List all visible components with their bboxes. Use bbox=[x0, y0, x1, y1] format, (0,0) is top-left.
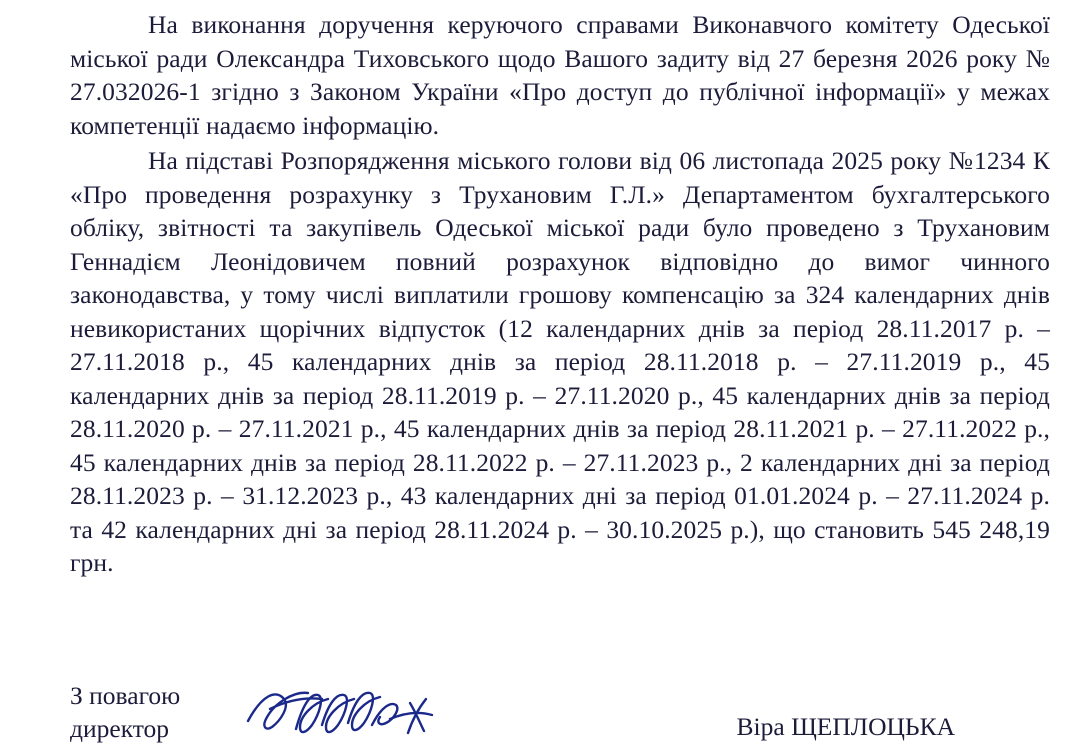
signer-name: Віра ЩЕПЛОЦЬКА bbox=[736, 712, 955, 741]
signature-closing bbox=[70, 679, 180, 745]
closing-line-1: З повагою bbox=[70, 681, 181, 710]
signature-block bbox=[70, 675, 1050, 745]
document-body bbox=[70, 8, 1050, 580]
closing-line-2: директор bbox=[70, 714, 170, 743]
signature-mark bbox=[240, 675, 470, 745]
paragraph-2: На підставі Розпорядження міського голови від 06 листопада 2025 року №1234 К «Про проведення розрахунку з Трухановим Г.Л.» Департаментом бухгалтерського обліку, звітності та закупівель Одеської міської ради було проведено з Трухановим Геннадієм Леонідовичем повний розрахунок відповідно до вимог чинного законодавства, у тому числі виплатили грошову компенсацію за 324 календарних днів невикористаних щорічних відпусток (12 календарних днів за період 28.11.2017 р. – 27.11.2018 р., 45 календарних днів за період 28.11.2018 р. – 27.11.2019 р., 45 календарних днів за період 28.11.2019 р. – 27.11.2020 р., 45 календарних днів за період 28.11.2020 р. – 27.11.2021 р., 45 календарних днів за період 28.11.2021 р. – 27.11.2022 р., 45 календарних днів за період 28.11.2022 р. – 27.11.2023 р., 2 календарних дні за період 28.11.2023 р. – 31.12.2023 р., 43 календарних дні за період 01.01.2024 р. – 27.11.2024 р. та 42 календарних дні за період 28.11.2024 р. – 30.10.2025 р.), що становить 545 248,19 грн. bbox=[70, 146, 1050, 577]
paragraph-1: На виконання доручення керуючого справами Виконавчого комітету Одеської міської ради Олександра Тиховського щодо Вашого задиту від 27 березня 2026 року № 27.032026-1 згідно з Законом України «Про доступ до публічної інформації» у межах компетенції надаємо інформацію. bbox=[70, 10, 1050, 140]
